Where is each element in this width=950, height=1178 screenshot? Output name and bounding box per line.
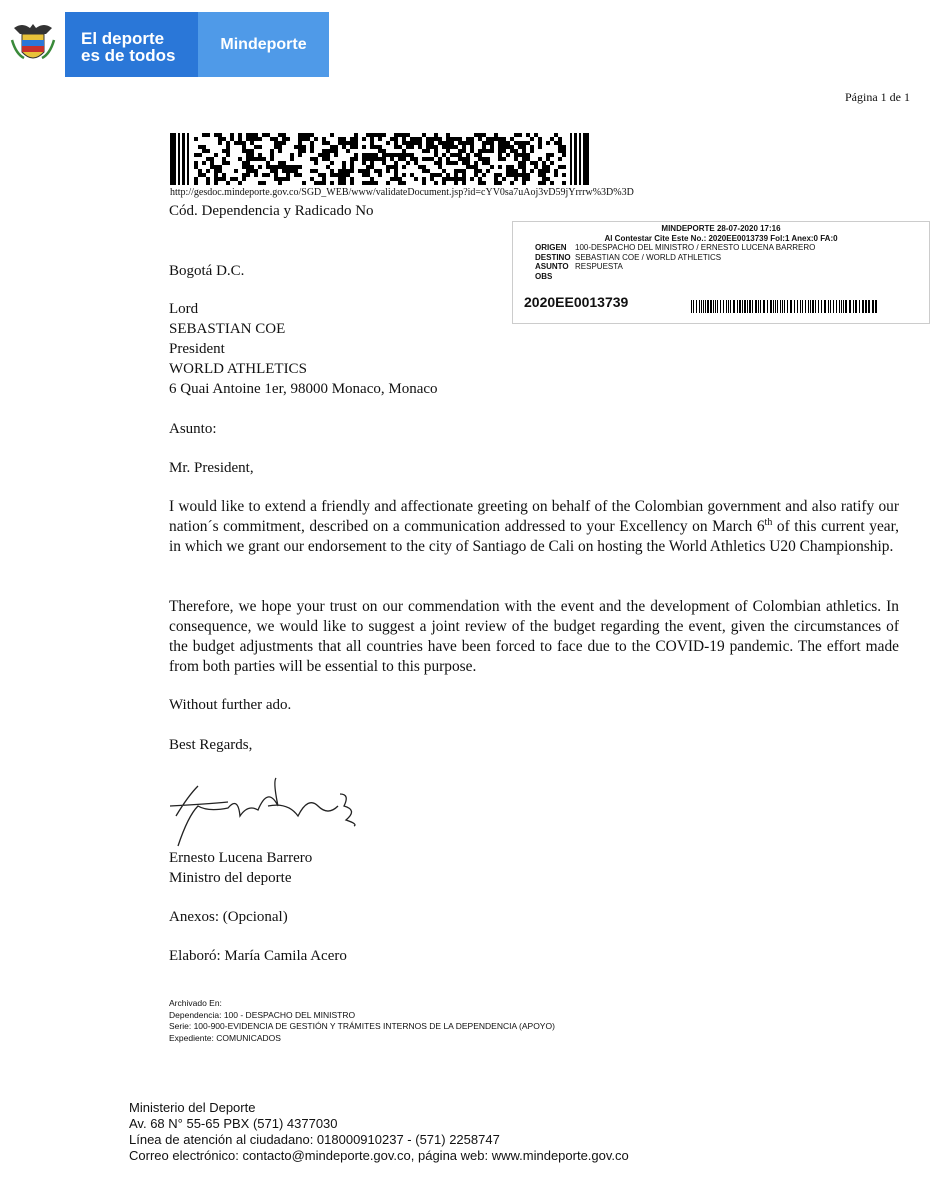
signer-block (169, 848, 312, 888)
paragraph-1-part-b: of this current year, in which we grant our endorsement to the city of Santiago de Cali on hosting the World Athletics U20 Championship. (169, 518, 899, 555)
archive-line: Expediente: COMUNICADOS (169, 1032, 281, 1043)
city: Bogotá D.C. (169, 263, 245, 279)
slogan-line-1: El deporte (81, 29, 165, 48)
stamp-row (513, 262, 929, 272)
archive-line: Archivado En: (169, 998, 222, 1008)
page-indicator: Página 1 de 1 (845, 90, 910, 104)
recipient-line: Lord (169, 301, 199, 317)
recipient-line: 6 Quai Antoine 1er, 98000 Monaco, Monaco (169, 381, 438, 397)
brand-banner (65, 12, 329, 77)
recipient-line: WORLD ATHLETICS (169, 361, 307, 377)
stamp-value: SEBASTIAN COE / WORLD ATHLETICS (575, 252, 722, 262)
signer-name: Ernesto Lucena Barrero (169, 850, 313, 866)
subject: Asunto: (169, 421, 217, 437)
ordinal-suffix: th (764, 516, 773, 528)
footer-line: Ministerio del Deporte (129, 1100, 256, 1115)
validation-url: http://gesdoc.mindeporte.gov.co/SGD_WEB/www/validateDocument.jsp?id=cYV0sa7uAoj3vD59jYrrrw%3D%3D (170, 187, 634, 198)
stamp-label: DESTINO (535, 252, 571, 262)
paragraph-1-part-a: I would like to extend a friendly and affectionate greeting on behalf of the Colombian government and also ratify our nation´s commitment, described on a communication addressed to your Excellency on March 6 (169, 498, 899, 535)
slogan-line-2: es de todos (81, 46, 176, 65)
recipient-line: SEBASTIAN COE (169, 321, 286, 337)
archive-info (169, 998, 555, 1044)
recipient-line: President (169, 341, 225, 357)
stamp-value: 100-DESPACHO DEL MINISTRO / ERNESTO LUCENA BARRERO (575, 243, 816, 252)
stamp-barcode-icon (691, 300, 879, 313)
footer-line: Línea de atención al ciudadano: 018000910237 - (571) 2258747 (129, 1132, 500, 1147)
signer-title: Ministro del deporte (169, 870, 292, 886)
stamp-row (513, 243, 929, 253)
footer-line: Correo electrónico: contacto@mindeporte.gov.co, página web: www.mindeporte.gov.co (129, 1148, 629, 1163)
paragraph-3: Without further ado. (169, 697, 292, 713)
stamp-row (513, 272, 929, 282)
barcode-icon (170, 133, 590, 185)
stamp-number: 2020EE0013739 (524, 294, 629, 310)
paragraph-1 (169, 497, 899, 557)
archive-line: Serie: 100-900-EVIDENCIA DE GESTIÓN Y TRÁMITES INTERNOS DE LA DEPENDENCIA (APOYO) (169, 1021, 555, 1031)
slogan (65, 12, 198, 77)
stamp-row (513, 253, 929, 263)
recipient-block (169, 299, 438, 399)
brand-name: Mindeporte (198, 12, 329, 77)
stamp-value: RESPUESTA (575, 262, 623, 271)
archive-line: Dependencia: 100 - DESPACHO DEL MINISTRO (169, 1009, 356, 1020)
salutation: Mr. President, (169, 460, 254, 476)
stamp-label: ORIGEN (535, 243, 567, 252)
paragraph-2: Therefore, we hope your trust on our commendation with the event and the development of Colombian athletics. In consequence, we would like to suggest a joint review of the budget regarding the event, given the circumstances of the budget adjustments that all countries have been forced to face due to the COVID-19 pandemic. The effort made from both parties will be essential to this purpose. (169, 598, 899, 675)
filing-stamp (512, 221, 930, 324)
stamp-cite: Al Contestar Cite Este No.: 2020EE0013739 Fol:1 Anex:0 FA:0 (604, 233, 838, 243)
stamp-label: OBS (535, 271, 553, 281)
radicado-label: Cód. Dependencia y Radicado No (169, 203, 374, 219)
coat-of-arms-icon (10, 20, 56, 68)
footer (129, 1100, 629, 1164)
closing: Best Regards, (169, 737, 253, 753)
signature-icon (168, 776, 368, 848)
annexes: Anexos: (Opcional) (169, 909, 288, 925)
stamp-header: MINDEPORTE 28-07-2020 17:16 (661, 224, 781, 233)
prepared-by: Elaboró: María Camila Acero (169, 948, 347, 964)
footer-line: Av. 68 N° 55-65 PBX (571) 4377030 (129, 1116, 338, 1131)
stamp-label: ASUNTO (535, 262, 569, 271)
